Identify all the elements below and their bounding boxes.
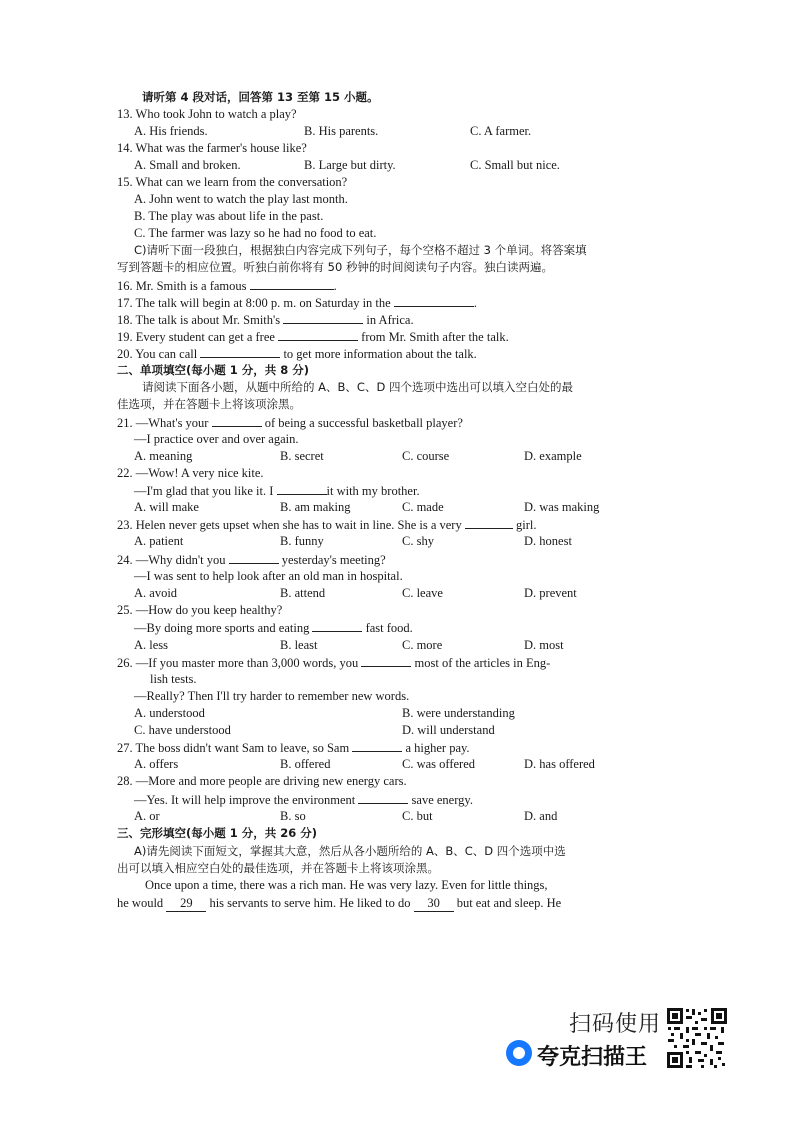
q24-option-c: C. leave: [402, 586, 443, 600]
q18: [117, 311, 414, 328]
q14-option-b: B. Large but dirty.: [304, 158, 396, 172]
q26-option-b: B. were understanding: [402, 706, 515, 720]
q22-blank: [277, 482, 327, 495]
q26-text-pre: 26. —If you master more than 3,000 words, you: [117, 656, 359, 670]
q25-option-b: B. least: [280, 638, 318, 652]
q25-option-d: D. most: [524, 638, 564, 652]
cloze-blank-29: 29: [166, 895, 206, 912]
q25-option-a: A. less: [134, 638, 169, 652]
q23-option-a: A. patient: [134, 534, 184, 548]
q25-text-pre: —By doing more sports and eating: [134, 621, 310, 635]
q24-text-pre: 24. —Why didn't you: [117, 553, 226, 567]
part2-instruction-1: 请阅读下面各小题，从题中所给的 A、B、C、D 四个选项中选出可以填入空白处的最: [142, 380, 573, 394]
q13-option-a: A. His friends.: [134, 124, 208, 138]
q16-text-post: .: [333, 279, 337, 293]
q17: [117, 294, 477, 311]
q20: [117, 345, 477, 362]
q24-text-post: yesterday's meeting?: [281, 553, 386, 567]
section-b-instruction: 请听第 4 段对话，回答第 13 至第 15 小题。: [142, 90, 379, 104]
q21-line2: —I practice over and over again.: [134, 432, 299, 446]
q22-option-d: D. was making: [524, 500, 600, 514]
q28-option-b: B. so: [280, 809, 306, 823]
q21-text-post: of being a successful basketball player?: [264, 416, 463, 430]
q17-text-post: .: [473, 296, 477, 310]
q28-text-pre: —Yes. It will help improve the environment: [134, 793, 356, 807]
q25-text-post: fast food.: [365, 621, 413, 635]
q18-text-pre: 18. The talk is about Mr. Smith's: [117, 313, 281, 327]
q27-text-pre: 27. The boss didn't want Sam to leave, so Sam: [117, 741, 350, 755]
q26-line1: [117, 654, 550, 671]
q28-line1: 28. —More and more people are driving new energy cars.: [117, 774, 407, 788]
q24-option-d: D. prevent: [524, 586, 577, 600]
q21-option-d: D. example: [524, 449, 582, 463]
q28-option-a: A. or: [134, 809, 160, 823]
q22-option-c: C. made: [402, 500, 444, 514]
q27-option-c: C. was offered: [402, 757, 476, 771]
q27-option-b: B. offered: [280, 757, 331, 771]
q24-option-b: B. attend: [280, 586, 326, 600]
q28-line2: [134, 791, 473, 808]
q23-blank: [465, 516, 513, 529]
q28-option-c: C. but: [402, 809, 433, 823]
q23-option-d: D. honest: [524, 534, 572, 548]
q26-option-a: A. understood: [134, 706, 205, 720]
passage-line-2: [117, 895, 561, 912]
q27-line1: [117, 739, 470, 756]
q16: [117, 277, 337, 294]
q17-blank: [394, 294, 474, 307]
q14-option-a: A. Small and broken.: [134, 158, 241, 172]
qr-code-icon: [666, 1007, 728, 1069]
q26-option-d: D. will understand: [402, 723, 495, 737]
passage-line-1: Once upon a time, there was a rich man. He was very lazy. Even for little things,: [145, 878, 548, 892]
q21-blank: [212, 414, 262, 427]
q19: [117, 328, 509, 345]
part3-instruction-2: 出可以填入相应空白处的最佳选项，并在答题卡上将该项涂黑。: [117, 861, 439, 875]
q13-option-c: C. A farmer.: [470, 124, 532, 138]
part2-heading: 二、单项填空(每小题 1 分，共 8 分): [117, 363, 310, 377]
q27-text-post: a higher pay.: [405, 741, 470, 755]
q19-text-post: from Mr. Smith after the talk.: [361, 330, 509, 344]
q24-blank: [229, 551, 279, 564]
q20-blank: [200, 345, 280, 358]
q28-option-d: D. and: [524, 809, 558, 823]
q19-blank: [278, 328, 358, 341]
q22-option-b: B. am making: [280, 500, 351, 514]
q14-option-c: C. Small but nice.: [470, 158, 560, 172]
q14-stem: 14. What was the farmer's house like?: [117, 141, 307, 155]
q26-line1-cont: lish tests.: [150, 672, 197, 686]
q20-text-pre: 20. You can call: [117, 347, 198, 361]
q23-text-post: girl.: [515, 518, 537, 532]
q21-line1: [117, 414, 463, 431]
q27-option-d: D. has offered: [524, 757, 595, 771]
q20-text-post: to get more information about the talk.: [283, 347, 477, 361]
cloze-blank-30: 30: [414, 895, 454, 912]
q24-line2: —I was sent to help look after an old man in hospital.: [134, 569, 403, 583]
scan-label: 扫码使用: [569, 1012, 662, 1037]
part2-instruction-2: 佳选项，并在答题卡上将该项涂黑。: [117, 397, 301, 411]
q28-text-post: save energy.: [411, 793, 473, 807]
part3-instruction-1: A)请先阅读下面短文，掌握其大意，然后从各小题所给的 A、B、C、D 四个选项中选: [134, 844, 566, 858]
q18-blank: [283, 311, 363, 324]
passage-text-c: but eat and sleep. He: [456, 896, 562, 910]
q23-option-c: C. shy: [402, 534, 434, 548]
q15-option-a: A. John went to watch the play last month.: [134, 192, 348, 206]
part3-heading: 三、完形填空(每小题 1 分，共 26 分): [117, 826, 318, 840]
q15-option-b: B. The play was about life in the past.: [134, 209, 324, 223]
q26-line2: —Really? Then I'll try harder to remember new words.: [134, 689, 410, 703]
q22-text-post: it with my brother.: [326, 484, 420, 498]
q28-blank: [358, 791, 408, 804]
q13-stem: 13. Who took John to watch a play?: [117, 107, 297, 121]
q26-blank: [361, 654, 411, 667]
quark-logo-icon: [506, 1040, 532, 1066]
q19-text-pre: 19. Every student can get a free: [117, 330, 275, 344]
q21-option-c: C. course: [402, 449, 450, 463]
q22-line1: 22. —Wow! A very nice kite.: [117, 466, 264, 480]
q15-option-c: C. The farmer was lazy so he had no food to eat.: [134, 226, 377, 240]
q26-option-c: C. have understood: [134, 723, 231, 737]
q23-option-b: B. funny: [280, 534, 324, 548]
q23-text-pre: 23. Helen never gets upset when she has to wait in line. She is a very: [117, 518, 462, 532]
q15-stem: 15. What can we learn from the conversation?: [117, 175, 348, 189]
q17-text-pre: 17. The talk will begin at 8:00 p. m. on Saturday in the: [117, 296, 391, 310]
q18-text-post: in Africa.: [366, 313, 414, 327]
q21-option-b: B. secret: [280, 449, 324, 463]
q22-text-pre: —I'm glad that you like it. I: [134, 484, 274, 498]
passage-text-a: he would: [117, 896, 164, 910]
q25-blank: [312, 619, 362, 632]
q27-blank: [352, 739, 402, 752]
q13-option-b: B. His parents.: [304, 124, 379, 138]
q26-text-post: most of the articles in Eng-: [414, 656, 551, 670]
section-c-instruction-1: C)请听下面一段独白，根据独白内容完成下列句子，每个空格不超过 3 个单词。将答案填: [134, 243, 587, 257]
q25-line2: [134, 619, 413, 636]
q22-line2: [134, 482, 420, 499]
q25-line1: 25. —How do you keep healthy?: [117, 603, 283, 617]
q22-option-a: A. will make: [134, 500, 199, 514]
q16-blank: [250, 277, 334, 290]
q24-option-a: A. avoid: [134, 586, 178, 600]
q24-line1: [117, 551, 386, 568]
q25-option-c: C. more: [402, 638, 443, 652]
passage-text-b: his servants to serve him. He liked to do: [209, 896, 411, 910]
q21-text-pre: 21. —What's your: [117, 416, 209, 430]
q27-option-a: A. offers: [134, 757, 179, 771]
scanner-brand: 夸克扫描王: [537, 1045, 648, 1070]
section-c-instruction-2: 写到答题卡的相应位置。听独白前你将有 50 秒钟的时间阅读句子内容。独白读两遍。: [117, 260, 553, 274]
q16-text-pre: 16. Mr. Smith is a famous: [117, 279, 247, 293]
q21-option-a: A. meaning: [134, 449, 193, 463]
q23-line1: [117, 516, 536, 533]
